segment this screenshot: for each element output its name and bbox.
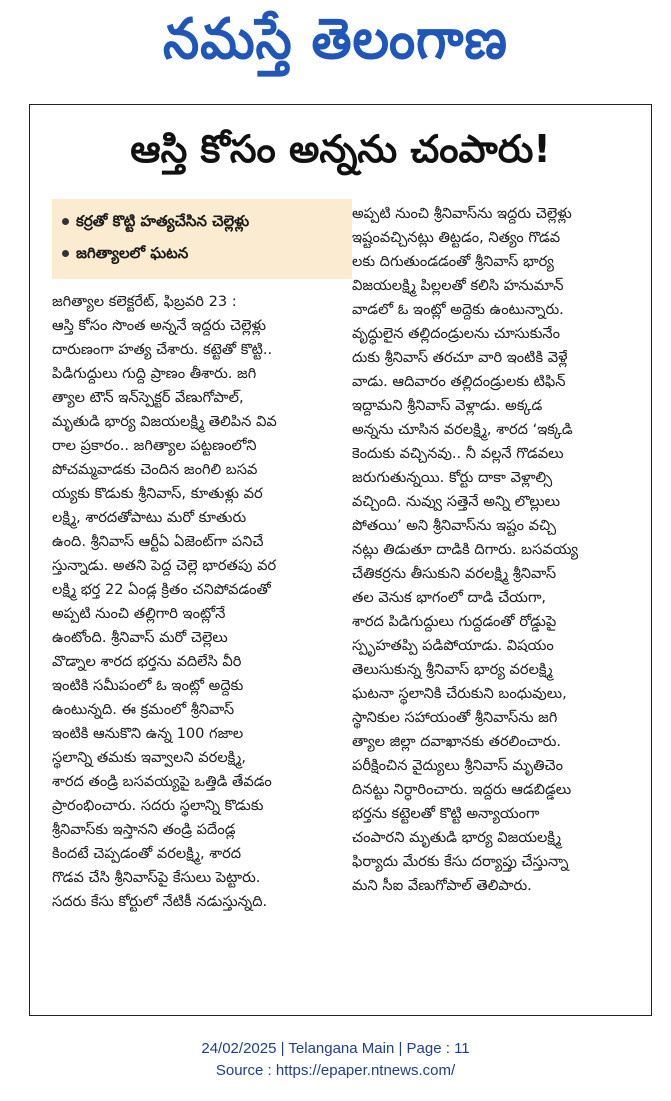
article-line: స్థానికుల సహాయంతో శ్రీనివాస్‌ను జగి bbox=[352, 709, 558, 726]
masthead-logo bbox=[0, 4, 671, 76]
article-line: వృద్ధులైన తల్లిదండ్రులను చూసుకునేం bbox=[352, 325, 561, 342]
article-line: జరుగుతున్నయి. కోర్టు దాకా వెళ్లాల్సి bbox=[352, 469, 553, 486]
article-line: అప్పటి నుంచి శ్రీనివాస్‌ను ఇద్దరు చెల్లెళ్లు bbox=[352, 205, 572, 222]
article-line: ఇంటికి ఆనుకొని ఉన్న 100 గజాల bbox=[52, 725, 244, 742]
article-line: రాల ప్రకారం.. జగిత్యాల పట్టణంలోని bbox=[52, 437, 257, 454]
highlight-item: కర్రతో కొట్టి హత్యచేసిన చెల్లెళ్లు bbox=[62, 209, 249, 233]
edition-line: 24/02/2025 | Telangana Main | Page : 11 bbox=[201, 1040, 470, 1057]
masthead-title: నమస్తే తెలంగాణ bbox=[163, 7, 508, 72]
bullet-icon bbox=[62, 218, 69, 225]
article-line: తెలుసుకున్న శ్రీనివాస్ భార్య వరలక్ష్మి bbox=[352, 661, 553, 678]
article-line: వచ్చింది. నువ్వు సత్తెనే అన్ని లొల్లులు bbox=[352, 493, 561, 510]
article-line: స్తున్నాడు. అతని పెద్ద చెల్లె భారతపు వర bbox=[52, 557, 277, 574]
article-line: య్యకు కొడుకు శ్రీనివాస్, కూతుళ్లు వర bbox=[52, 485, 263, 502]
article-line: గొడవ చేసి శ్రీనివాస్‌పై కేసులు పెట్టారు. bbox=[52, 869, 261, 886]
article-line: లక్ష్మి, శారదతోపాటు మరో కూతురు bbox=[52, 509, 247, 526]
highlight-item: జగిత్యాలలో ఘటన bbox=[62, 241, 188, 265]
bullet-icon bbox=[62, 250, 69, 257]
article-line: లకు దిగుతుండడంతో శ్రీనివాస్ భార్య bbox=[352, 253, 554, 270]
article-line: జగిత్యాల కలెక్టరేట్, ఫిబ్రవరి 23 : bbox=[52, 293, 237, 310]
article-line: పరీక్షించిన వైద్యులు శ్రీనివాస్ మృతిచెం bbox=[352, 757, 564, 774]
article-line: ఇష్టంవచ్చినట్లు తిట్టడం, నిత్యం గొడవ bbox=[352, 229, 561, 246]
article-line: భర్తను కట్టెలతో కొట్టి అన్యాయంగా bbox=[352, 805, 540, 822]
article-line: శారద తండ్రి బసవయ్యపై ఒత్తిడి తేవడం bbox=[52, 773, 272, 790]
article-line: శ్రీనివాస్‌కు ఇస్తానని తండ్రి పదేండ్ల bbox=[52, 821, 236, 838]
article-line: స్పృహతప్పి పడిపోయాడు. విషయం bbox=[352, 637, 554, 654]
article-line: శారద పిడిగుద్దులు గుద్దడంతో రోడ్డుపై bbox=[352, 613, 557, 630]
article-headline: ఆస్తి కోసం అన్నను చంపారు! bbox=[130, 127, 551, 171]
article-line: సదరు కేసు కోర్టులో నేటికీ నడుస్తున్నది. bbox=[52, 893, 268, 910]
article-line: దుకు శ్రీనివాస్ తరచూ వారి ఇంటికి వెళ్లే bbox=[352, 349, 568, 366]
source-line: Source : https://epaper.ntnews.com/ bbox=[215, 1062, 456, 1079]
article-line: త్యాల జిల్లా దవాఖానకు తరలించారు. bbox=[352, 733, 562, 750]
article-line: పోతయి’ అని శ్రీనివాస్‌ను ఇష్టం వచ్చి bbox=[352, 517, 557, 534]
article-line: దారుణంగా హత్య చేశారు. కట్టెతో కొట్టి.. bbox=[52, 341, 273, 358]
article-line: నట్లు తిడుతూ దాడికి దిగారు. బసవయ్య bbox=[352, 541, 579, 558]
article-line: మృతుడి భార్య విజయలక్ష్మి తెలిపిన వివ bbox=[52, 413, 277, 430]
article-line: ఉంది. శ్రీనివాస్ ఆర్టీఏ ఏజెంట్‌గా పనిచే bbox=[52, 533, 264, 550]
article-line: ఘటనా స్థలానికి చేరుకుని బంధువులు, bbox=[352, 685, 567, 702]
article-line: అప్పటి నుంచి తల్లిగారి ఇంట్లోనే bbox=[52, 605, 226, 622]
article-line: ప్రారంభించారు. సదరు స్థలాన్ని కొడుకు bbox=[52, 797, 264, 814]
article-line: వాడు. ఆదివారం తల్లిదండ్రులకు టిఫిన్ bbox=[352, 373, 566, 390]
article-line: ఆస్తి కోసం సొంత అన్ననే ఇద్దరు చెల్లెళ్లు bbox=[52, 317, 266, 334]
highlights-box bbox=[52, 199, 352, 279]
article-line: ఉంటోంది. శ్రీనివాస్ మరో చెల్లెలు bbox=[52, 629, 228, 646]
article-line: ఇద్దామని శ్రీనివాస్ వెళ్లాడు. అక్కడ bbox=[352, 397, 543, 414]
article-line: ఇంటికి సమీపంలో ఓ ఇంట్లో అద్దెకు bbox=[52, 677, 244, 694]
article-line: ఉంటున్నది. ఈ క్రమంలో శ్రీనివాస్ bbox=[52, 701, 235, 718]
article-line: లక్ష్మి భర్త 22 ఏండ్ల క్రితం చనిపోవడంతో bbox=[52, 581, 271, 598]
article-line: అన్నను చూసిన వరలక్ష్మి, శారద ‘ఇక్కడి bbox=[352, 421, 573, 438]
article-line: మని సీఐ వేణుగోపాల్ తెలిపారు. bbox=[352, 877, 532, 894]
article-line: త్యాల టౌన్ ఇన్‌స్పెక్టర్ వేణుగోపాల్, bbox=[52, 389, 244, 406]
article-line: స్థలాన్ని తమకు ఇవ్వాలని వరలక్ష్మి, bbox=[52, 749, 247, 766]
article-line: దినట్టు నిర్ధారించారు. ఇద్దరు ఆడబిడ్డలు bbox=[352, 781, 572, 798]
article-line: చంపారని మృతుడి భార్య విజయలక్ష్మి bbox=[352, 829, 562, 846]
article-line: విజయలక్ష్మి పిల్లలతో కలిసి హనుమాన్ bbox=[352, 277, 564, 294]
article-line: పిడిగుద్దులు గుద్ది ప్రాణం తీశారు. జగి bbox=[52, 365, 257, 382]
article-line: చేతికర్రను తీసుకుని వరలక్ష్మి శ్రీనివాస్ bbox=[352, 565, 557, 582]
article-line: పోచమ్మవాడకు చెందిన జంగిలి బసవ bbox=[52, 461, 258, 478]
article-line: కిందటే చెప్పడంతో వరలక్ష్మి, శారద bbox=[52, 845, 242, 862]
article-line: తల వెనుక భాగంలో దాడి చేయగా, bbox=[352, 589, 547, 606]
article-line: కెందుకు వచ్చినవు.. నీ వల్లనే గొడవలు bbox=[352, 445, 564, 462]
article-line: వొడ్నాల శారద భర్తను వదిలేసి వీరి bbox=[52, 653, 242, 670]
article-line: వాడలో ఓ ఇంట్లో అద్దెకు ఉంటున్నారు. bbox=[352, 301, 564, 318]
article-clipping bbox=[29, 104, 652, 1016]
article-line: ఫిర్యాదు మేరకు కేసు దర్యాప్తు చేస్తున్నా bbox=[352, 853, 569, 870]
